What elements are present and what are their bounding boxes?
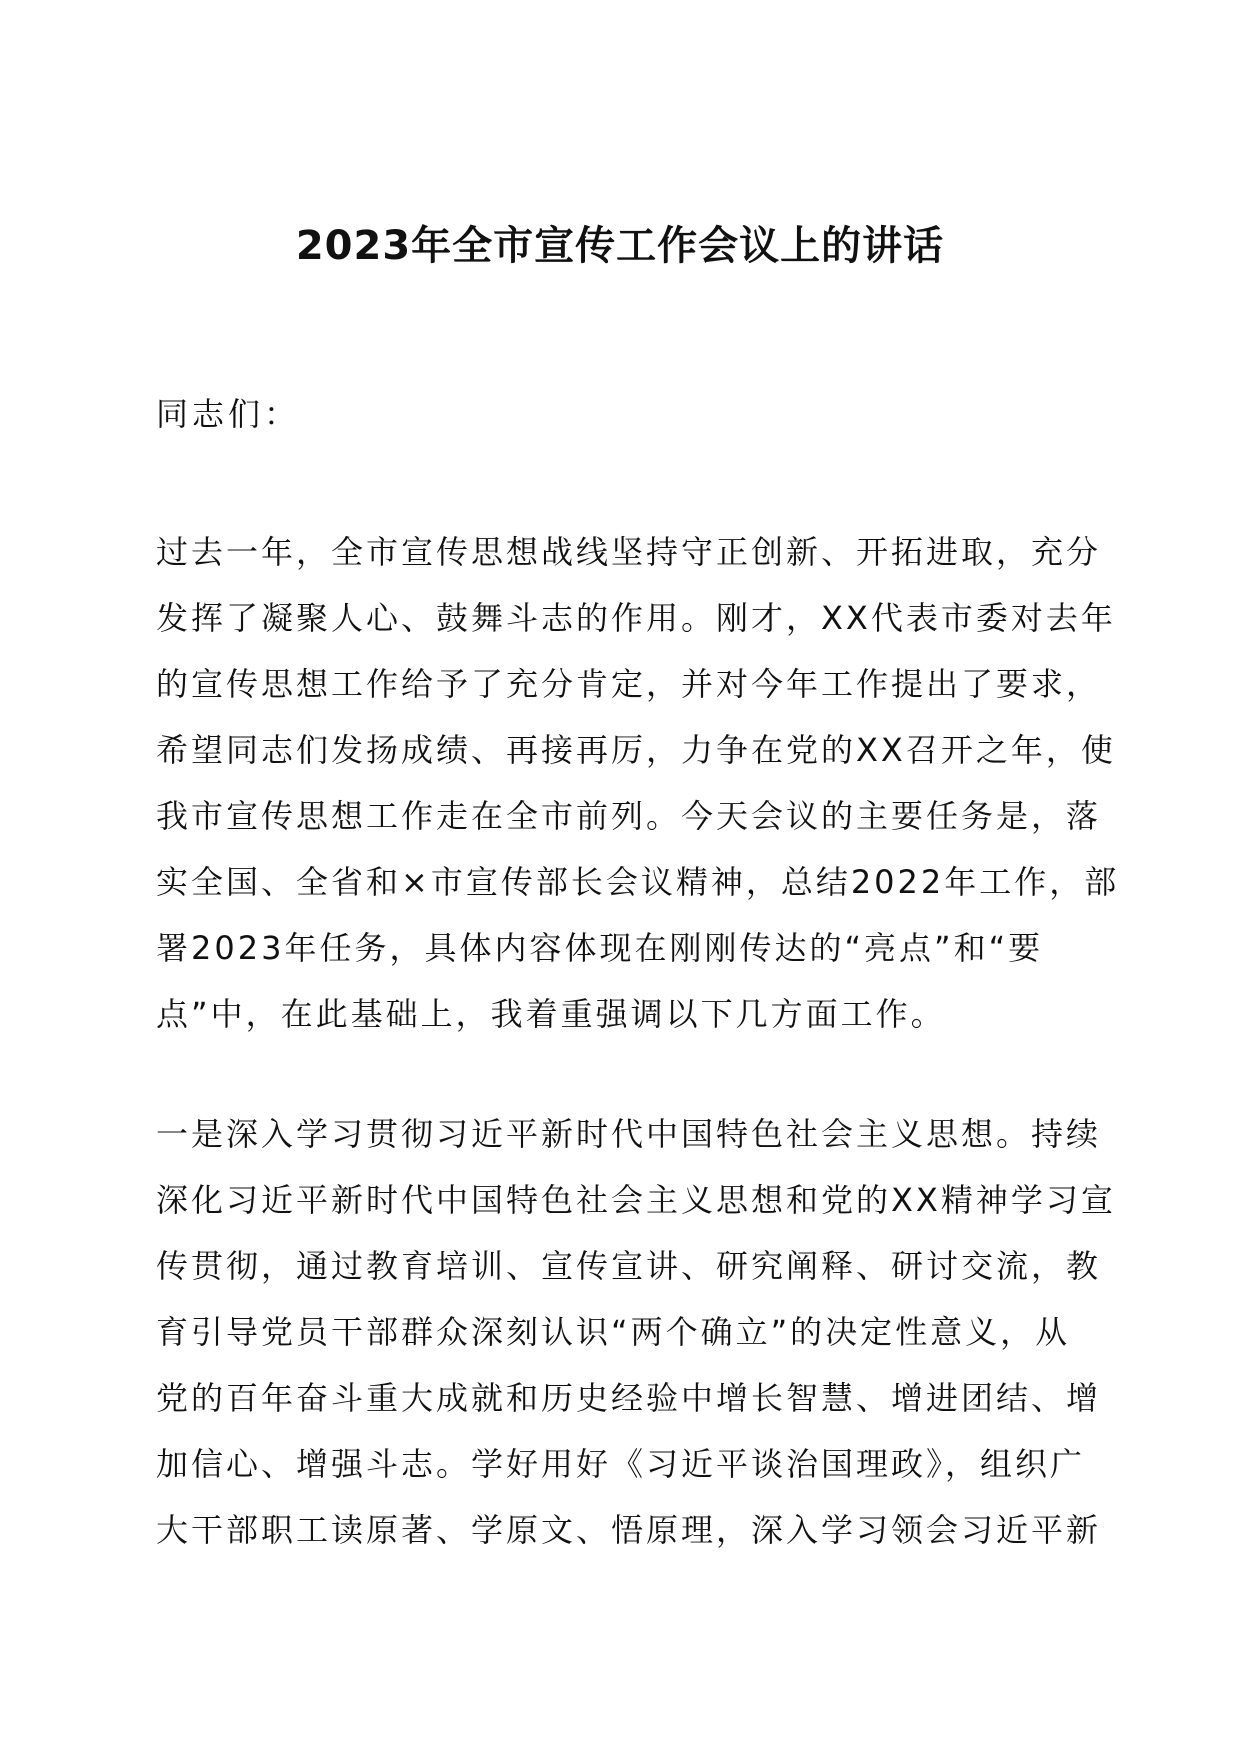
paragraph-line: 署2023年任务，具体内容体现在刚刚传达的“亮点”和“要 <box>156 929 1044 967</box>
paragraph-1 <box>156 519 1120 1047</box>
paragraph-line: 党的百年奋斗重大成就和历史经验中增长智慧、增进团结、增 <box>156 1379 1102 1417</box>
paragraph-line: 过去一年，全市宣传思想战线坚持守正创新、开拓进取，充分 <box>156 533 1102 571</box>
paragraph-line: 我市宣传思想工作走在全市前列。今天会议的主要任务是，落 <box>156 797 1102 835</box>
paragraph-line: 一是深入学习贯彻习近平新时代中国特色社会主义思想。持续 <box>156 1115 1102 1153</box>
paragraph-line: 深化习近平新时代中国特色社会主义思想和党的XX精神学习宣 <box>156 1181 1116 1219</box>
paragraph-line: 实全国、全省和×市宣传部长会议精神，总结2022年工作，部 <box>156 863 1120 901</box>
document-title: 2023年全市宣传工作会议上的讲话 <box>295 223 945 269</box>
paragraph-line: 发挥了凝聚人心、鼓舞斗志的作用。刚才，XX代表市委对去年 <box>156 599 1116 637</box>
paragraph-line: 大干部职工读原著、学原文、悟原理，深入学习领会习近平新 <box>156 1511 1102 1549</box>
paragraph-line: 加信心、增强斗志。学好用好《习近平谈治国理政》，组织广 <box>156 1445 1086 1483</box>
paragraph-line: 希望同志们发扬成绩、再接再厉，力争在党的XX召开之年，使 <box>156 731 1116 769</box>
salutation: 同志们： <box>156 395 301 433</box>
paragraph-line: 传贯彻，通过教育培训、宣传宣讲、研究阐释、研讨交流，教 <box>156 1247 1102 1285</box>
paragraph-2 <box>156 1101 1116 1563</box>
paragraph-line: 育引导党员干部群众深刻认识“两个确立”的决定性意义，从 <box>156 1313 1071 1351</box>
paragraph-line: 的宣传思想工作给予了充分肯定，并对今年工作提出了要求， <box>156 665 1102 703</box>
paragraph-line: 点”中，在此基础上，我着重强调以下几方面工作。 <box>156 995 946 1033</box>
